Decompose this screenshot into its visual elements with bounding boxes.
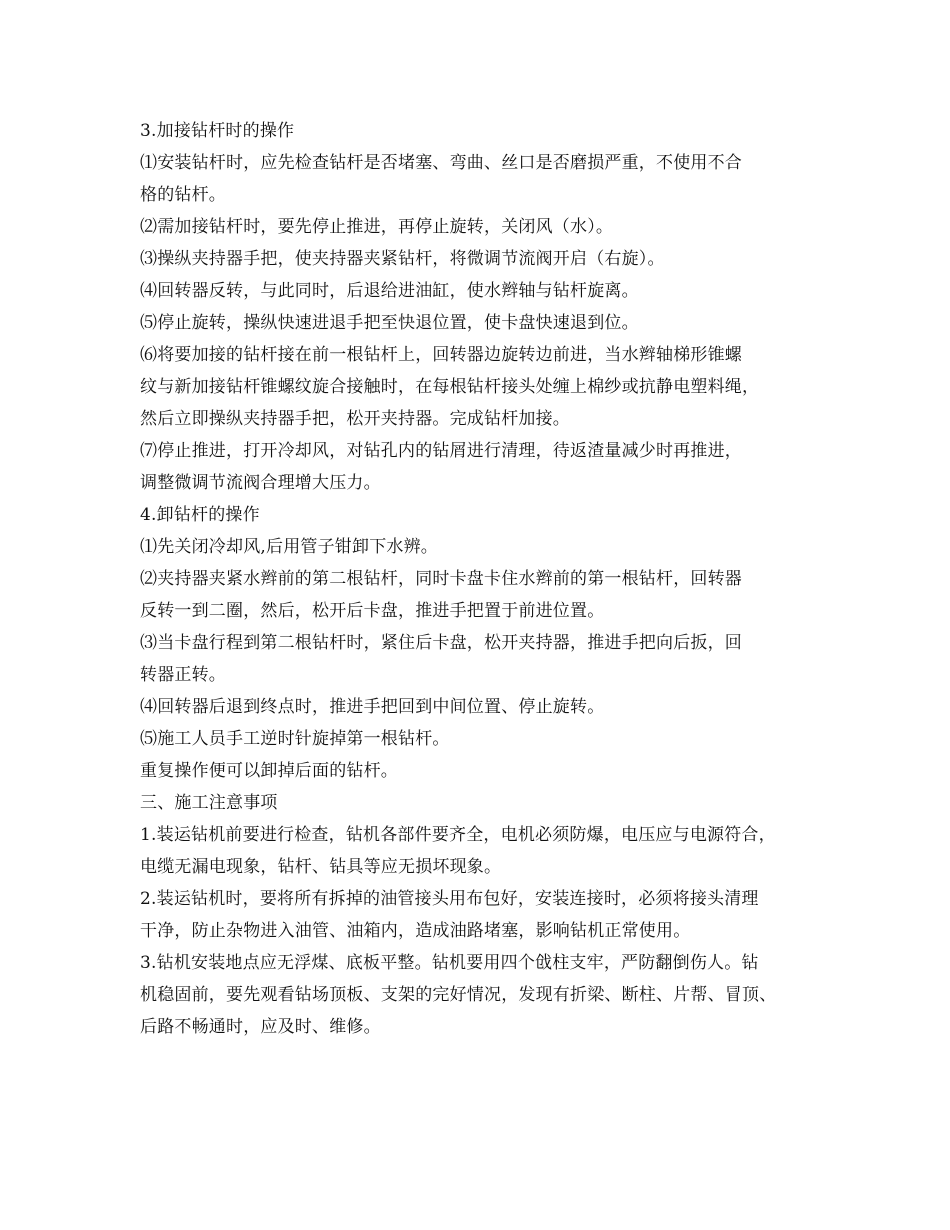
text-line: 机稳固前，要先观看钻场顶板、支架的完好情况，发现有折梁、断柱、片帮、冒顶、 [140, 985, 777, 1005]
text-line: 2.装运钻机时，要将所有拆掉的油管接头用布包好，安装连接时，必须将接头清理 [140, 889, 759, 909]
text-line: ⑵夹持器夹紧水辫前的第二根钻杆，同时卡盘卡住水辫前的第一根钻杆，回转器 [140, 569, 742, 589]
section-heading: 4.卸钻杆的操作 [140, 505, 260, 525]
section-heading: 3.加接钻杆时的操作 [140, 121, 295, 141]
text-line: 然后立即操纵夹持器手把，松开夹持器。完成钻杆加接。 [140, 409, 570, 429]
text-line: ⑸停止旋转，操纵快速进退手把至快退位置，使卡盘快速退到位。 [140, 313, 639, 333]
text-line: 纹与新加接钻杆锥螺纹旋合接触时，在每根钻杆接头处缠上棉纱或抗静电塑料绳， [140, 377, 760, 397]
text-line: ⑵需加接钻杆时，要先停止推进，再停止旋转，关闭风（水）。 [140, 217, 614, 237]
text-line: ⑹将要加接的钻杆接在前一根钻杆上，回转器边旋转边前进，当水辫轴梯形锥螺 [140, 345, 742, 365]
text-line: ⑺停止推进，打开冷却风，对钻孔内的钻屑进行清理，待返渣量减少时再推进， [140, 441, 742, 461]
text-line: 电缆无漏电现象，钻杆、钻具等应无损坏现象。 [140, 857, 502, 877]
text-line: ⑷回转器后退到终点时，推进手把回到中间位置、停止旋转。 [140, 697, 605, 717]
section-heading: 三、施工注意事项 [140, 793, 278, 813]
text-line: ⑸施工人员手工逆时针旋掉第一根钻杆。 [140, 729, 450, 749]
text-line: 3.钻机安装地点应无浮煤、底板平整。钻机要用四个戗柱支牢，严防翻倒伤人。钻 [140, 953, 759, 973]
document-body [140, 115, 820, 1043]
text-line: 1.装运钻机前要进行检查，钻机各部件要齐全，电机必须防爆，电压应与电源符合， [140, 825, 776, 845]
text-line: ⑶当卡盘行程到第二根钻杆时，紧住后卡盘，松开夹持器，推进手把向后扳，回 [140, 633, 742, 653]
text-line: 格的钻杆。 [140, 185, 226, 205]
text-line: 干净，防止杂物进入油管、油箱内，造成油路堵塞，影响钻机正常使用。 [140, 921, 691, 941]
text-line: ⑶操纵夹持器手把，使夹持器夹紧钻杆，将微调节流阀开启（右旋）。 [140, 249, 665, 269]
text-line: 调整微调节流阀合理增大压力。 [140, 473, 381, 493]
text-line: ⑴安装钻杆时，应先检查钻杆是否堵塞、弯曲、丝口是否磨损严重，不使用不合 [140, 153, 742, 173]
text-line: ⑷回转器反转，与此同时，后退给进油缸，使水辫轴与钻杆旋离。 [140, 281, 639, 301]
text-line: ⑴先关闭冷却风,后用管子钳卸下水辨。 [140, 537, 439, 557]
text-line: 转器正转。 [140, 665, 226, 685]
text-line: 重复操作便可以卸掉后面的钻杆。 [140, 761, 398, 781]
text-line: 后路不畅通时，应及时、维修。 [140, 1017, 381, 1037]
text-line: 反转一到二圈，然后，松开后卡盘，推进手把置于前进位置。 [140, 601, 605, 621]
